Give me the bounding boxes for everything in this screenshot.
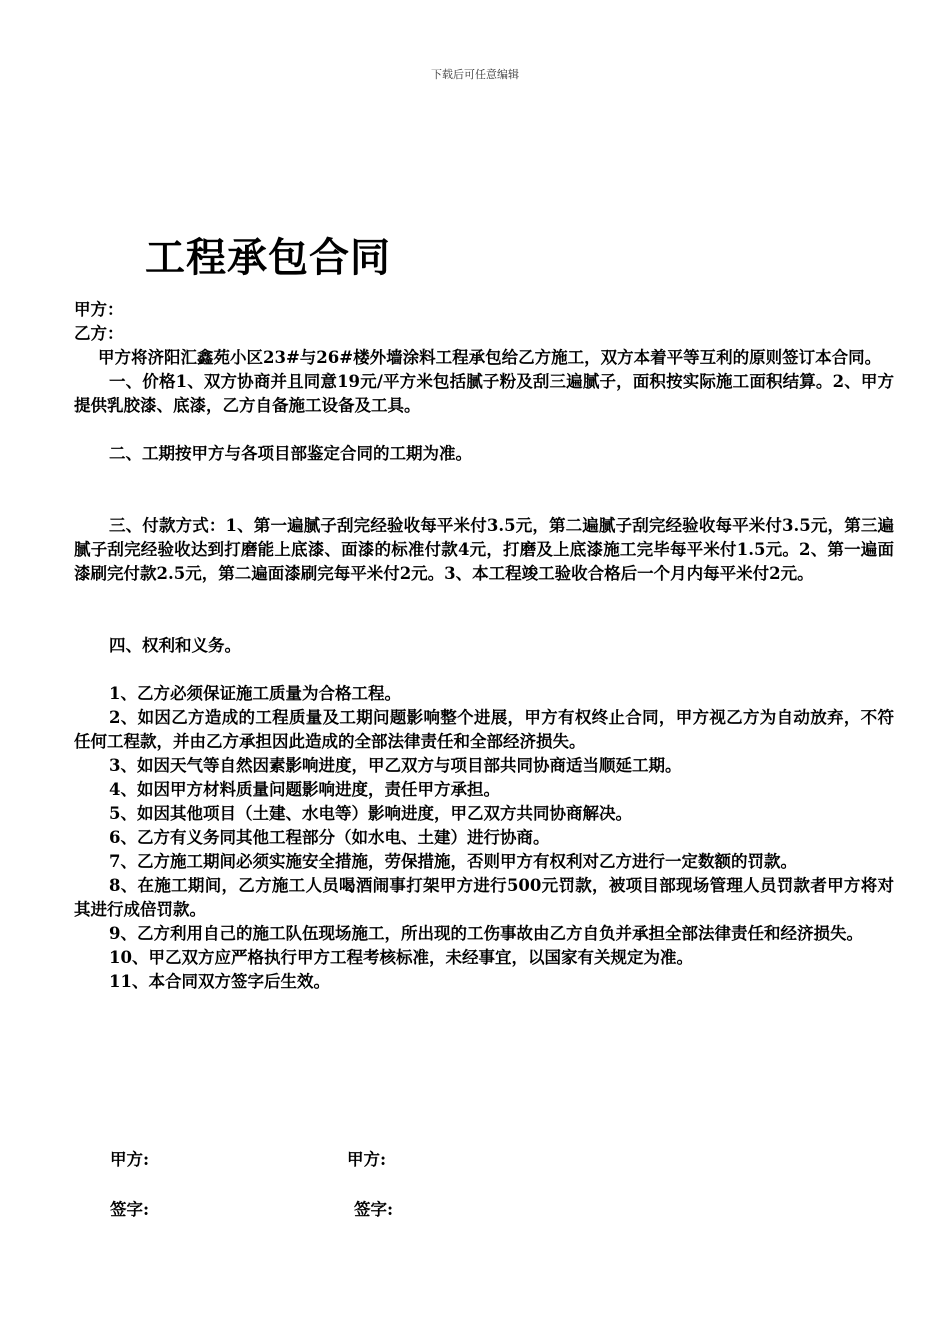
section-price: 一、价格1、双方协商并且同意19元/平方米包括腻子粉及刮三遍腻子，面积按实际施工面积结算。2、甲方提供乳胶漆、底漆，乙方自备施工设备及工具。 xyxy=(74,372,894,415)
clause-item: 5、如因其他项目（土建、水电等）影响进度，甲乙双方共同协商解决。 xyxy=(109,804,632,823)
signature-right-party: 甲方: xyxy=(347,1150,387,1169)
clause-list xyxy=(74,682,894,994)
clause-item: 1、乙方必须保证施工质量为合格工程。 xyxy=(109,684,401,703)
section-schedule: 二、工期按甲方与各项目部鉴定合同的工期为准。 xyxy=(109,444,472,463)
clause-item: 9、乙方利用自己的施工队伍现场施工，所出现的工伤事故由乙方自负并承担全部法律责任和经济损失。 xyxy=(109,924,863,943)
contract-body xyxy=(74,298,894,994)
intro-paragraph: 甲方将济阳汇鑫苑小区23#与26#楼外墙涂料工程承包给乙方施工，双方本着平等互利的原则签订本合同。 xyxy=(98,348,882,367)
clause-item: 3、如因天气等自然因素影响进度，甲乙双方与项目部共同协商适当顺延工期。 xyxy=(109,756,682,775)
section-rights-title: 四、权利和义务。 xyxy=(109,636,241,655)
clause-item: 8、在施工期间，乙方施工人员喝酒闹事打架甲方进行500元罚款，被项目部现场管理人员罚款者甲方将对其进行成倍罚款。 xyxy=(74,876,894,919)
clause-item: 6、乙方有义务同其他工程部分（如水电、土建）进行协商。 xyxy=(109,828,550,847)
party-b-label: 乙方： xyxy=(74,324,124,343)
signature-left-sign: 签字: xyxy=(110,1200,150,1219)
clause-item: 11、本合同双方签字后生效。 xyxy=(109,972,330,991)
clause-item: 2、如因乙方造成的工程质量及工期问题影响整个进展，甲方有权终止合同，甲方视乙方为自动放弃，不符任何工程款，并由乙方承担因此造成的全部法律责任和全部经济损失。 xyxy=(74,708,894,751)
section-payment: 三、付款方式：1、第一遍腻子刮完经验收每平米付3.5元，第二遍腻子刮完经验收每平米付3.5元，第三遍腻子刮完经验收达到打磨能上底漆、面漆的标准付款4元，打磨及上底漆施工完毕每平米付1.5元。2、第一遍面漆刷完付款2.5元，第二遍面漆刷完每平米付2元。3、本工程竣工验收合格后一个月内每平米付2元。 xyxy=(74,516,894,583)
signature-left-party: 甲方: xyxy=(110,1150,150,1169)
clause-item: 7、乙方施工期间必须实施安全措施，劳保措施，否则甲方有权利对乙方进行一定数额的罚款。 xyxy=(109,852,797,871)
party-a-label: 甲方： xyxy=(74,300,124,319)
header-note: 下载后可任意编辑 xyxy=(431,68,519,81)
signature-right-sign: 签字: xyxy=(354,1200,394,1219)
document-title: 工程承包合同 xyxy=(145,234,391,281)
clause-item: 4、如因甲方材料质量问题影响进度，责任甲方承担。 xyxy=(109,780,500,799)
clause-item: 10、甲乙双方应严格执行甲方工程考核标准，未经事宜，以国家有关规定为准。 xyxy=(109,948,693,967)
